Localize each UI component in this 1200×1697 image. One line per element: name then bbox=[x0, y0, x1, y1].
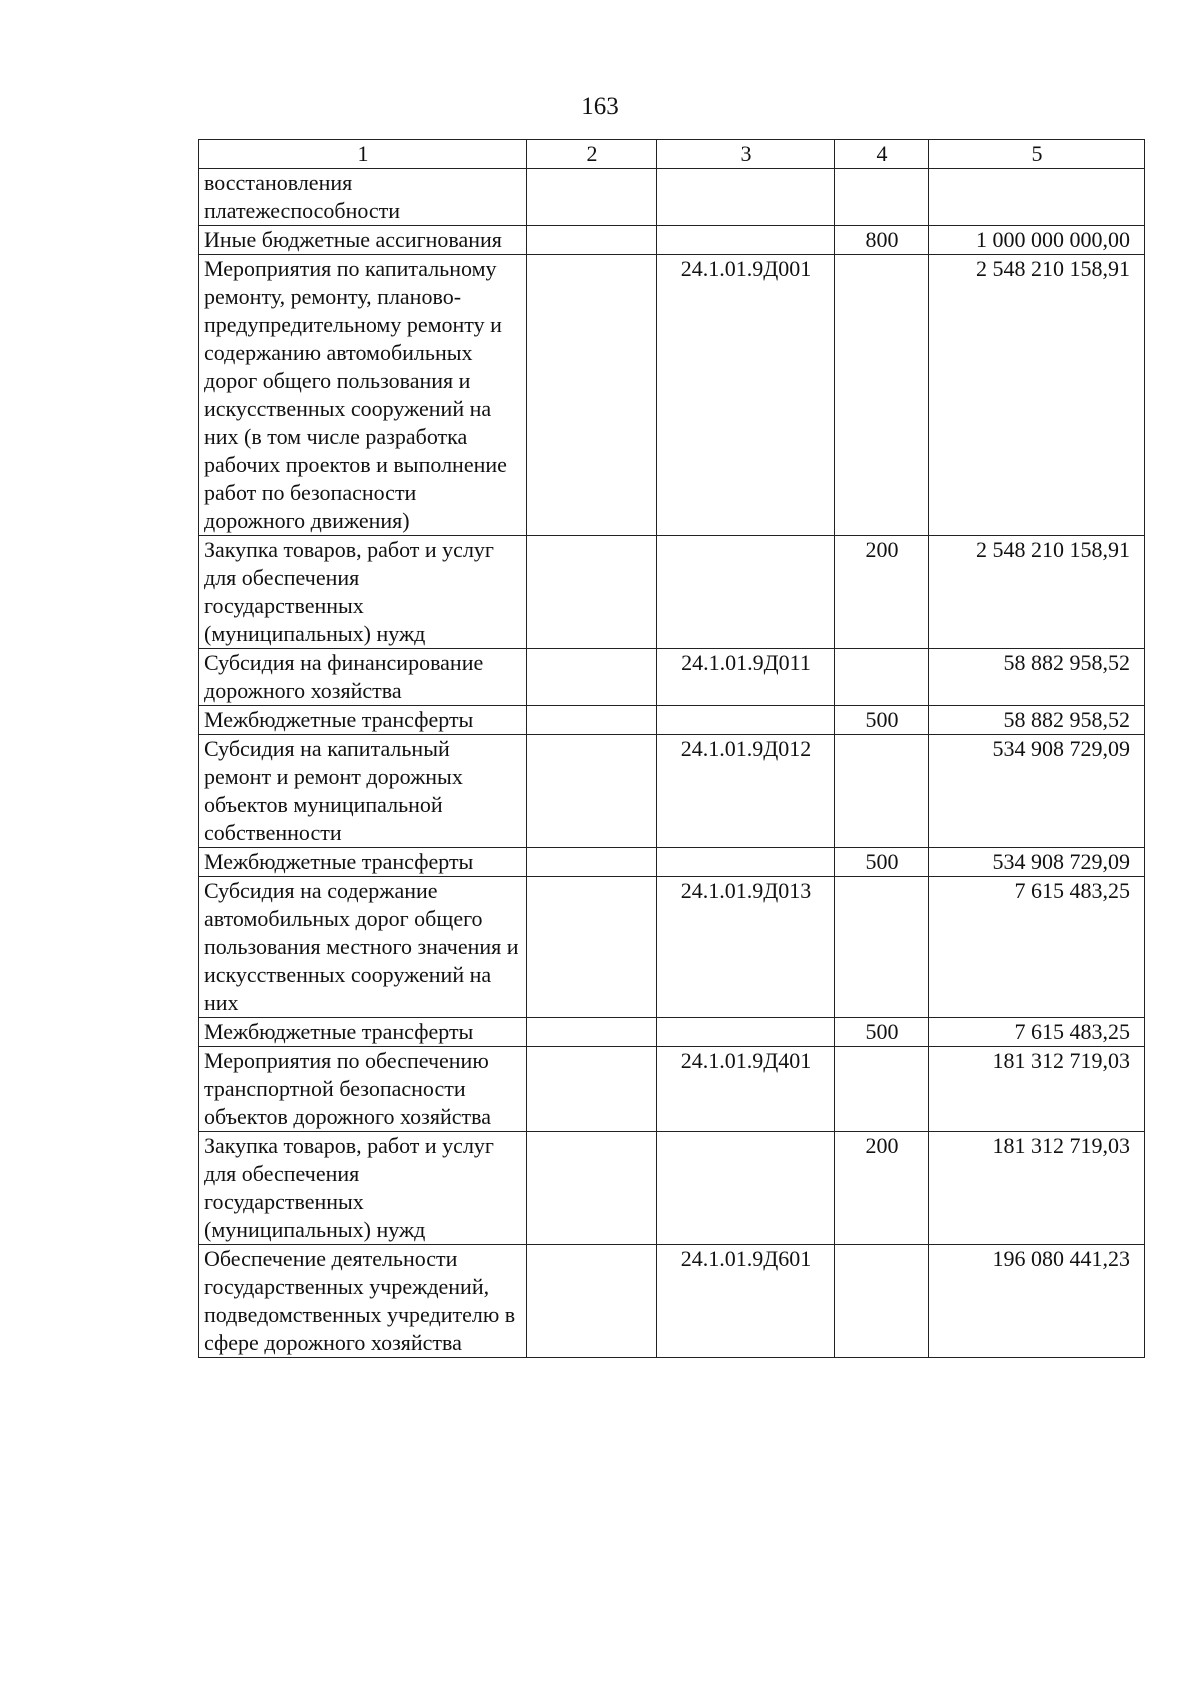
row-amount: 534 908 729,09 bbox=[929, 848, 1145, 877]
table-row bbox=[199, 735, 1145, 848]
row-amount: 7 615 483,25 bbox=[929, 877, 1145, 1018]
row-name: Иные бюджетные ассигнования bbox=[199, 226, 527, 255]
row-expense-type bbox=[835, 255, 929, 536]
row-col2 bbox=[527, 1245, 657, 1358]
row-expense-type bbox=[835, 735, 929, 848]
table-header bbox=[199, 140, 1145, 169]
row-col2 bbox=[527, 255, 657, 536]
table-row bbox=[199, 255, 1145, 536]
row-name: Субсидия на содержание автомобильных дорог общего пользования местного значения и искусственных сооружений на них bbox=[199, 877, 527, 1018]
header-row bbox=[199, 140, 1145, 169]
table-row bbox=[199, 1132, 1145, 1245]
row-col2 bbox=[527, 877, 657, 1018]
row-name: Мероприятия по капитальному ремонту, ремонту, планово-предупредительному ремонту и содержанию автомобильных дорог общего пользования и искусственных сооружений на них (в том числе разработка рабочих проектов и выполнение работ по безопасности дорожного движения) bbox=[199, 255, 527, 536]
row-target-code bbox=[657, 706, 835, 735]
row-expense-type bbox=[835, 169, 929, 226]
row-col2 bbox=[527, 848, 657, 877]
row-amount: 181 312 719,03 bbox=[929, 1047, 1145, 1132]
row-name: Мероприятия по обеспечению транспортной безопасности объектов дорожного хозяйства bbox=[199, 1047, 527, 1132]
header-col-4: 4 bbox=[835, 140, 929, 169]
row-name: восстановления платежеспособности bbox=[199, 169, 527, 226]
row-name: Обеспечение деятельности государственных учреждений, подведомственных учредителю в сфере дорожного хозяйства bbox=[199, 1245, 527, 1358]
row-name: Субсидия на финансирование дорожного хозяйства bbox=[199, 649, 527, 706]
row-name: Закупка товаров, работ и услуг для обеспечения государственных (муниципальных) нужд bbox=[199, 1132, 527, 1245]
table-row bbox=[199, 1047, 1145, 1132]
row-amount: 534 908 729,09 bbox=[929, 735, 1145, 848]
row-col2 bbox=[527, 649, 657, 706]
row-name: Межбюджетные трансферты bbox=[199, 706, 527, 735]
row-name: Межбюджетные трансферты bbox=[199, 1018, 527, 1047]
row-target-code: 24.1.01.9Д011 bbox=[657, 649, 835, 706]
row-col2 bbox=[527, 226, 657, 255]
table-row bbox=[199, 169, 1145, 226]
row-target-code bbox=[657, 169, 835, 226]
table-row bbox=[199, 226, 1145, 255]
row-target-code bbox=[657, 536, 835, 649]
header-col-2: 2 bbox=[527, 140, 657, 169]
row-amount: 58 882 958,52 bbox=[929, 706, 1145, 735]
row-target-code: 24.1.01.9Д012 bbox=[657, 735, 835, 848]
header-col-5: 5 bbox=[929, 140, 1145, 169]
row-amount: 2 548 210 158,91 bbox=[929, 536, 1145, 649]
row-expense-type: 500 bbox=[835, 848, 929, 877]
row-amount: 1 000 000 000,00 bbox=[929, 226, 1145, 255]
table-body bbox=[199, 169, 1145, 1358]
page-number: 163 bbox=[581, 93, 619, 120]
row-expense-type: 500 bbox=[835, 1018, 929, 1047]
row-col2 bbox=[527, 169, 657, 226]
row-expense-type bbox=[835, 1047, 929, 1132]
row-col2 bbox=[527, 536, 657, 649]
row-target-code: 24.1.01.9Д013 bbox=[657, 877, 835, 1018]
row-name: Закупка товаров, работ и услуг для обеспечения государственных (муниципальных) нужд bbox=[199, 536, 527, 649]
row-col2 bbox=[527, 1047, 657, 1132]
table-row bbox=[199, 877, 1145, 1018]
budget-table bbox=[198, 139, 1145, 1358]
row-expense-type bbox=[835, 1245, 929, 1358]
row-col2 bbox=[527, 706, 657, 735]
row-amount: 2 548 210 158,91 bbox=[929, 255, 1145, 536]
header-col-3: 3 bbox=[657, 140, 835, 169]
row-expense-type bbox=[835, 649, 929, 706]
row-amount bbox=[929, 169, 1145, 226]
row-col2 bbox=[527, 1018, 657, 1047]
table-row bbox=[199, 848, 1145, 877]
row-target-code bbox=[657, 226, 835, 255]
table-row bbox=[199, 1245, 1145, 1358]
row-amount: 196 080 441,23 bbox=[929, 1245, 1145, 1358]
row-expense-type: 800 bbox=[835, 226, 929, 255]
row-expense-type: 200 bbox=[835, 536, 929, 649]
row-expense-type bbox=[835, 877, 929, 1018]
header-col-1: 1 bbox=[199, 140, 527, 169]
row-name: Субсидия на капитальный ремонт и ремонт дорожных объектов муниципальной собственности bbox=[199, 735, 527, 848]
table-row bbox=[199, 536, 1145, 649]
row-col2 bbox=[527, 735, 657, 848]
row-target-code: 24.1.01.9Д401 bbox=[657, 1047, 835, 1132]
table-row bbox=[199, 649, 1145, 706]
row-target-code bbox=[657, 1132, 835, 1245]
row-expense-type: 200 bbox=[835, 1132, 929, 1245]
row-target-code: 24.1.01.9Д601 bbox=[657, 1245, 835, 1358]
row-target-code bbox=[657, 1018, 835, 1047]
row-amount: 58 882 958,52 bbox=[929, 649, 1145, 706]
table-row bbox=[199, 706, 1145, 735]
row-target-code: 24.1.01.9Д001 bbox=[657, 255, 835, 536]
row-target-code bbox=[657, 848, 835, 877]
row-col2 bbox=[527, 1132, 657, 1245]
row-expense-type: 500 bbox=[835, 706, 929, 735]
table-row bbox=[199, 1018, 1145, 1047]
row-name: Межбюджетные трансферты bbox=[199, 848, 527, 877]
row-amount: 7 615 483,25 bbox=[929, 1018, 1145, 1047]
row-amount: 181 312 719,03 bbox=[929, 1132, 1145, 1245]
